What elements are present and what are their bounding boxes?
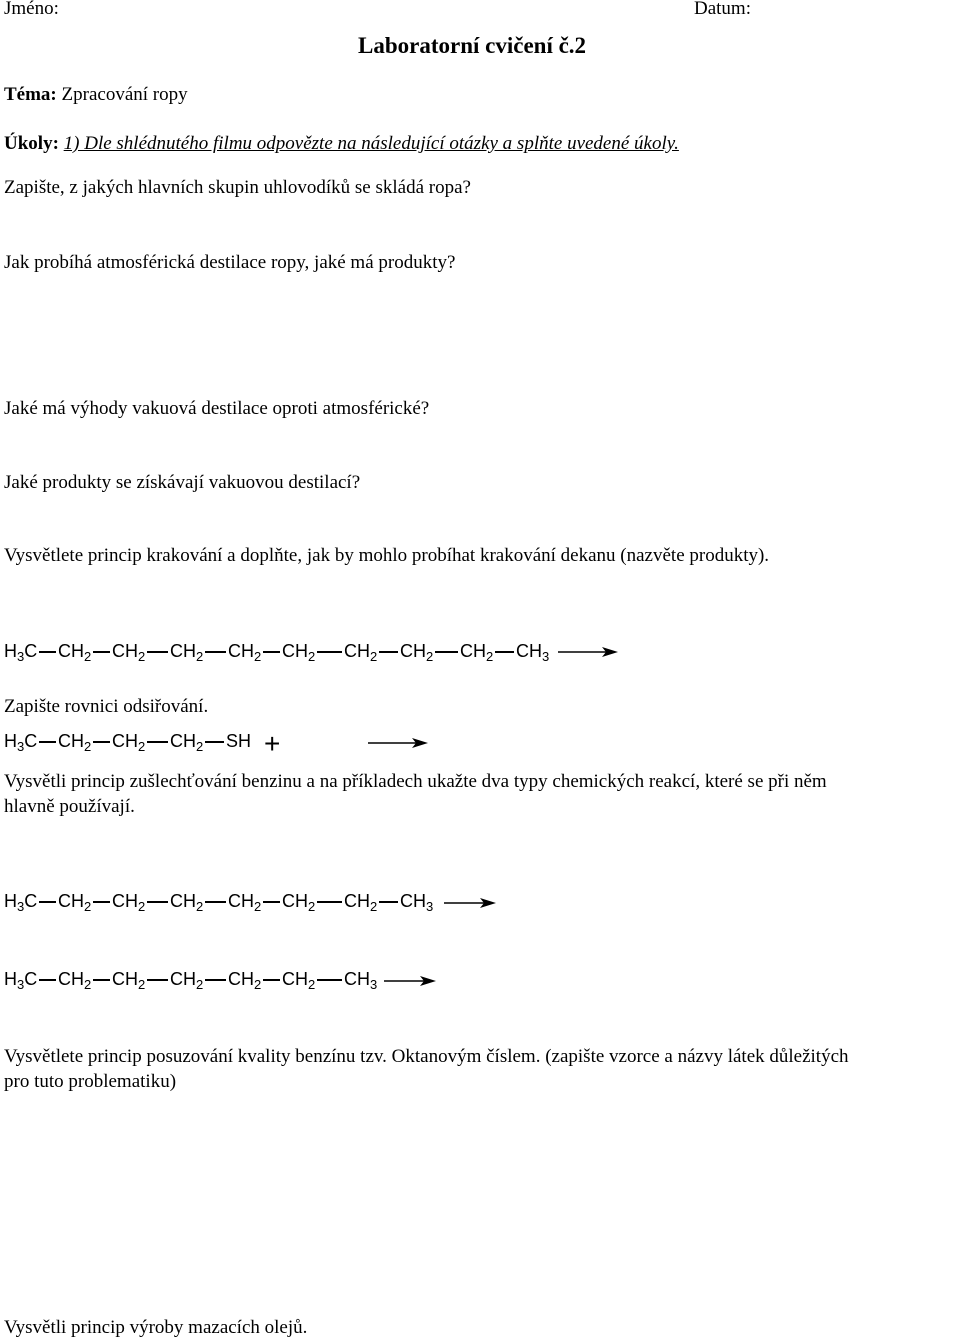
- formula-group: $H_3C$: [4, 731, 38, 754]
- bond-line: [93, 651, 110, 653]
- formula-group: $CH_2$: [282, 891, 316, 914]
- question-1: Zapište, z jakých hlavních skupin uhlovodíků se skládá ropa?: [4, 177, 471, 198]
- question-7-line-1: Vysvětli princip zušlechťování benzinu a na příkladech ukažte dva typy chemických reakcí, které se při něm: [4, 771, 827, 792]
- bond-line: [495, 651, 514, 653]
- formula-group: $CH_2$: [170, 969, 204, 992]
- formula-group: $CH_2$: [282, 641, 316, 664]
- tasks-label: Úkoly:: [4, 133, 59, 154]
- reaction-arrow: [368, 737, 430, 749]
- tasks-value: 1) Dle shlédnutého filmu odpovězte na následující otázky a splňte uvedené úkoly.: [63, 133, 679, 154]
- question-5: Vysvětlete princip krakování a doplňte, jak by mohlo probíhat krakování dekanu (nazvěte produkty).: [4, 545, 770, 566]
- formula-group: $CH_2$: [400, 641, 434, 664]
- formula-group: $CH_2$: [344, 891, 378, 914]
- formula-group: $H_3C$: [4, 969, 38, 992]
- bond-line: [435, 651, 458, 653]
- bond-line: [317, 901, 342, 903]
- bond-line: [39, 979, 56, 981]
- bond-line: [147, 741, 168, 743]
- bond-line: [379, 901, 398, 903]
- bond-line: [317, 979, 342, 981]
- bond-line: [93, 901, 110, 903]
- reaction-arrow: [558, 646, 620, 658]
- question-6: Zapište rovnici odsiřování.: [4, 696, 209, 717]
- question-8-line-1: Vysvětlete princip posuzování kvality benzínu tzv. Oktanovým číslem. (zapište vzorce a názvy látek důležitých: [4, 1046, 849, 1067]
- topic-line: [4, 83, 188, 107]
- formula-group: $CH_2$: [170, 731, 204, 754]
- bond-line: [205, 651, 226, 653]
- formula-group: $CH_2$: [228, 891, 262, 914]
- question-9: Vysvětli princip výroby mazacích olejů.: [4, 1317, 308, 1338]
- formula-group: $CH_2$: [58, 969, 92, 992]
- formula-group: $CH_2$: [170, 641, 204, 664]
- reaction-arrow: [444, 897, 498, 909]
- hexane-formula: [4, 969, 384, 999]
- plus-sign: +: [264, 728, 281, 759]
- topic-value: Zpracování ropy: [61, 84, 188, 105]
- bond-line: [147, 651, 168, 653]
- bond-line: [205, 901, 226, 903]
- formula-group: $CH_3$: [344, 969, 378, 992]
- formula-group: $H_3C$: [4, 641, 38, 664]
- question-3: Jaké má výhody vakuová destilace oproti atmosférické?: [4, 398, 430, 419]
- formula-group: $CH_2$: [112, 641, 146, 664]
- bond-line: [39, 741, 56, 743]
- bond-line: [39, 901, 56, 903]
- bond-line: [39, 651, 56, 653]
- propanethiol-formula: [4, 731, 264, 761]
- question-2: Jak probíhá atmosférická destilace ropy, jaké má produkty?: [4, 252, 456, 273]
- bond-line: [147, 979, 168, 981]
- tasks-line: [4, 132, 679, 156]
- formula-group: $CH_2$: [58, 891, 92, 914]
- bond-line: [317, 651, 342, 653]
- bond-line: [263, 979, 280, 981]
- reaction-arrow: [384, 975, 438, 987]
- formula-group: $CH_2$: [228, 641, 262, 664]
- formula-group: $CH_2$: [282, 969, 316, 992]
- bond-line: [263, 651, 280, 653]
- bond-line: [93, 741, 110, 743]
- question-8-line-2: pro tuto problematiku): [4, 1071, 177, 1092]
- formula-group: $H_3C$: [4, 891, 38, 914]
- bond-line: [379, 651, 398, 653]
- formula-group: $CH_3$: [516, 641, 550, 664]
- heptane-formula: [4, 891, 444, 921]
- formula-group: $CH_2$: [112, 731, 146, 754]
- bond-line: [263, 901, 280, 903]
- question-4: Jaké produkty se získávají vakuovou destilací?: [4, 472, 361, 493]
- formula-group: $CH_2$: [112, 969, 146, 992]
- question-7-line-2: hlavně používají.: [4, 796, 135, 817]
- formula-group: $CH_2$: [170, 891, 204, 914]
- bond-line: [147, 901, 168, 903]
- formula-group: $CH_2$: [58, 731, 92, 754]
- topic-label: Téma:: [4, 84, 57, 105]
- name-label: Jméno:: [4, 0, 59, 19]
- formula-group: $CH_2$: [460, 641, 494, 664]
- formula-group: SH: [226, 731, 252, 751]
- formula-group: $CH_3$: [400, 891, 434, 914]
- decane-formula: [4, 641, 624, 671]
- page-title: Laboratorní cvičení č.2: [358, 33, 587, 58]
- date-label: Datum:: [694, 0, 751, 19]
- bond-line: [205, 741, 224, 743]
- formula-group: $CH_2$: [58, 641, 92, 664]
- formula-group: $CH_2$: [112, 891, 146, 914]
- formula-group: $CH_2$: [228, 969, 262, 992]
- bond-line: [93, 979, 110, 981]
- formula-group: $CH_2$: [344, 641, 378, 664]
- bond-line: [205, 979, 226, 981]
